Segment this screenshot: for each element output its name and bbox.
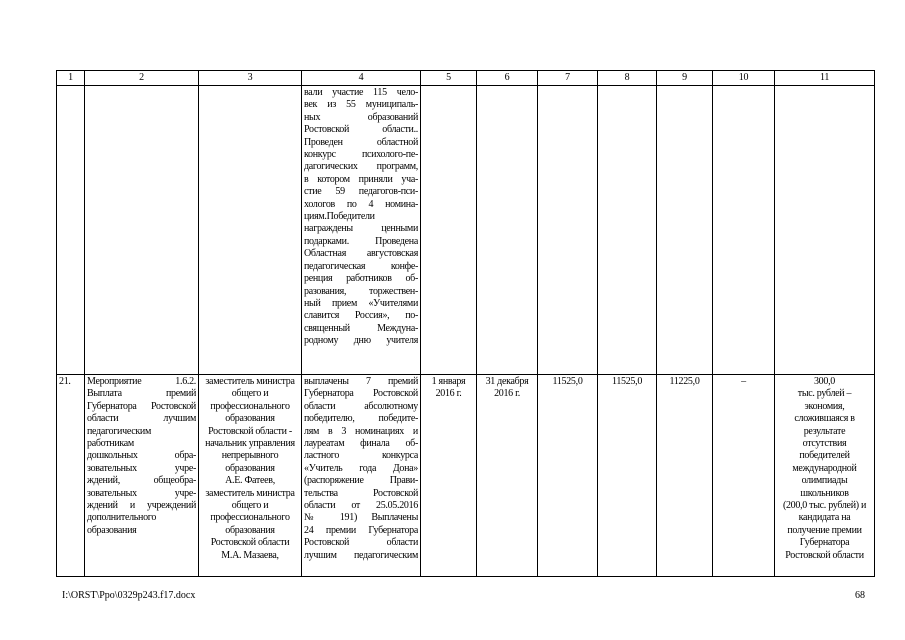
text-line: стие 59 педагогов-пси- xyxy=(304,186,418,198)
col-header: 1 xyxy=(57,71,85,86)
text-line: работникам xyxy=(87,438,134,450)
text-line: славится Россия», по- xyxy=(304,310,418,322)
text-line: ластного конкурса xyxy=(304,450,418,462)
text-line: профессионального xyxy=(210,512,290,524)
row-number: 21. xyxy=(57,375,85,577)
text-line: М.А. Мазаева, xyxy=(221,549,279,561)
text-line: педагогическая конфе- xyxy=(304,260,418,272)
text-line: выплачены 7 премий xyxy=(304,376,418,387)
cell-result xyxy=(302,375,421,577)
text-line: Ростовской области xyxy=(785,549,864,561)
text-line: ждений, общеобра- xyxy=(87,475,196,487)
cell-end-date xyxy=(477,375,538,577)
cell-responsible xyxy=(199,375,302,577)
text-line: заместитель министра xyxy=(205,376,295,387)
text-line: лауреатам финала об- xyxy=(304,438,418,450)
cell-empty xyxy=(775,86,875,375)
text-line: Губернатора xyxy=(799,537,850,549)
text-line: педагогическим xyxy=(87,425,151,437)
text-line: «Учитель года Дона» xyxy=(304,462,418,474)
cell-start-date xyxy=(421,375,477,577)
text-line: награждены ценными xyxy=(304,223,418,235)
text-line: образования xyxy=(87,524,137,536)
col-header: 4 xyxy=(302,71,421,86)
text-line: ный прием «Учителями xyxy=(304,297,418,309)
text-line: Проведен областной xyxy=(304,136,418,148)
text-line: Областная августовская xyxy=(304,248,418,260)
text-line: международной xyxy=(792,462,857,474)
text-line: получение премии xyxy=(787,524,862,536)
cell-result-continued xyxy=(302,86,421,375)
header-row xyxy=(57,71,875,86)
text-line: ренция работников об- xyxy=(304,273,418,285)
cell-empty xyxy=(713,86,775,375)
text-line: профессионального xyxy=(210,400,290,412)
text-line: священный Междуна- xyxy=(304,322,418,334)
text-line: Ростовской области - xyxy=(208,425,292,437)
col-header: 2 xyxy=(85,71,199,86)
col-header: 10 xyxy=(713,71,775,86)
text-line: 300,0 xyxy=(813,376,835,387)
col-header: 11 xyxy=(775,71,875,86)
text-line: 2016 г. xyxy=(494,388,520,400)
text-line: 24 премии Губернатора xyxy=(304,524,418,536)
text-line: подарками. Проведена xyxy=(304,235,418,247)
text-line: лучшим педагогическим xyxy=(304,549,418,561)
cell-planned-amount: 11525,0 xyxy=(538,375,598,577)
cell-notes xyxy=(775,375,875,577)
text-line: циям.Победители xyxy=(304,211,375,223)
text-line: конкурс психолого-пе- xyxy=(304,149,418,161)
text-line: образования xyxy=(225,524,275,536)
text-line: области от 25.05.2016 xyxy=(304,500,418,512)
text-line: Ростовской области xyxy=(210,537,290,549)
cell-empty xyxy=(657,86,713,375)
text-line: родному дню учителя xyxy=(304,335,418,347)
text-line: тельства Ростовской xyxy=(304,487,418,499)
text-line: победителей xyxy=(799,450,850,462)
text-line: Губернатора Ростовской xyxy=(87,400,196,412)
cell-actual-amount: 11225,0 xyxy=(657,375,713,577)
text-line: результате xyxy=(803,425,846,437)
text-line: ждений и учреждений xyxy=(87,500,196,512)
text-line: зовательных учре- xyxy=(87,462,196,474)
text-line: А.Е. Фатеев, xyxy=(225,475,275,487)
cell-empty xyxy=(199,86,302,375)
text-line: в котором приняли уча- xyxy=(304,173,418,185)
text-line: Мероприятие 1.6.2. xyxy=(87,376,196,387)
text-line: общего и xyxy=(231,388,269,400)
cell-empty xyxy=(57,86,85,375)
text-line: победителю, победите- xyxy=(304,413,418,425)
text-line: начальник управления xyxy=(205,438,295,450)
report-table xyxy=(56,70,875,577)
col-header: 6 xyxy=(477,71,538,86)
text-line: олимпиады xyxy=(801,475,848,487)
text-line: сложившаяся в xyxy=(794,413,855,425)
text-line: зовательных учре- xyxy=(87,487,196,499)
cell-empty xyxy=(598,86,657,375)
text-line: непрерывного xyxy=(221,450,279,462)
col-header: 7 xyxy=(538,71,598,86)
text-line: разования, торжествен- xyxy=(304,285,418,297)
col-header: 9 xyxy=(657,71,713,86)
text-line: образования xyxy=(225,413,275,425)
text-line: вали участие 115 чело- xyxy=(304,87,418,98)
col-header: 5 xyxy=(421,71,477,86)
text-line: экономия, xyxy=(804,400,845,412)
table-row xyxy=(57,375,875,577)
text-line: дошкольных обра- xyxy=(87,450,196,462)
text-line: Ростовской области.. xyxy=(304,124,418,136)
text-line: области абсолютному xyxy=(304,400,418,412)
cell-empty xyxy=(421,86,477,375)
text-line: Губернатора Ростовской xyxy=(304,388,418,400)
text-line: отсутствия xyxy=(802,438,847,450)
text-line: № 191) Выплачены xyxy=(304,512,418,524)
cell-activity xyxy=(85,375,199,577)
text-line: лям в 3 номинациях и xyxy=(304,425,418,437)
text-line: 1 января xyxy=(431,376,466,387)
col-header: 8 xyxy=(598,71,657,86)
text-line: заместитель министра xyxy=(205,487,295,499)
text-line: Выплата премий xyxy=(87,388,196,400)
footer-file-path: I:\ORST\Ppo\0329p243.f17.docx xyxy=(62,590,196,601)
cell-allocated-amount: 11525,0 xyxy=(598,375,657,577)
cell-empty xyxy=(538,86,598,375)
col-header: 3 xyxy=(199,71,302,86)
cell-empty xyxy=(477,86,538,375)
text-line: тыс. рублей – xyxy=(797,388,852,400)
text-line: 31 декабря xyxy=(485,376,529,387)
table-row xyxy=(57,86,875,375)
text-line: 2016 г. xyxy=(435,388,462,400)
cell-empty xyxy=(85,86,199,375)
text-line: школьников xyxy=(800,487,849,499)
page-number: 68 xyxy=(855,590,865,601)
text-line: век из 55 муниципаль- xyxy=(304,99,418,111)
text-line: области лучшим xyxy=(87,413,196,425)
text-line: (распоряжение Прави- xyxy=(304,475,418,487)
text-line: хологов по 4 номина- xyxy=(304,198,418,210)
cell-contracted: – xyxy=(713,375,775,577)
text-line: образования xyxy=(225,462,275,474)
text-line: дополнительного xyxy=(87,512,157,524)
text-line: общего и xyxy=(231,500,269,512)
text-line: (200,0 тыс. рублей) и xyxy=(782,500,867,512)
text-line: кандидата на xyxy=(798,512,851,524)
text-line: Ростовской области xyxy=(304,537,418,549)
text-line: дагогических программ, xyxy=(304,161,418,173)
text-line: ных образований xyxy=(304,111,418,123)
